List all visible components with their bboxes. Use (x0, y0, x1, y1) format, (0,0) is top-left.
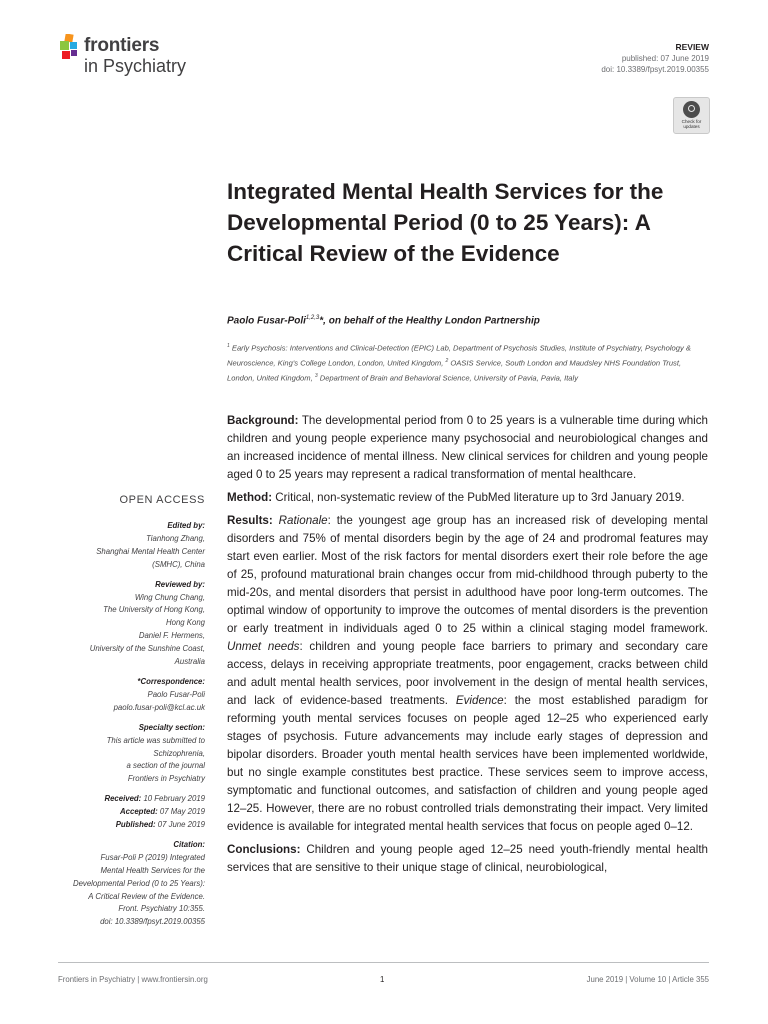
citation-doi[interactable]: doi: 10.3389/fpsyt.2019.00355 (100, 917, 205, 927)
specialty-section-label: Specialty section: (138, 722, 205, 732)
rationale-text: : the youngest age group has an increased risk of developing mental disorders and 75% of mental disorders begin by the age of 24 and prodromal features may start even earlier. Most of the risk factors for mental disorders exert their role before the age of 25, profound maturational brain changes occur from mid-childhood through puberty to the mid-20s, and mental disorders that persist in adulthood have poor long-term outcomes. The optimal window of opportunity to improve the outcomes of mental disorders is the prevention or early treatment in individuals aged 0 to 25 within a clinical staging model framework. (227, 514, 708, 635)
rationale-label: Rationale (278, 514, 328, 527)
logo-wordmark: frontiers (84, 35, 160, 56)
conclusions-label: Conclusions: (227, 843, 301, 856)
abstract (227, 412, 708, 882)
article-title: Integrated Mental Health Services for the Developmental Period (0 to 25 Years): A Critical Review of the Evidence (227, 179, 664, 266)
article-doi[interactable]: doi: 10.3389/fpsyt.2019.00355 (601, 65, 709, 74)
author-suffix: *, on behalf of the Healthy London Partnership (319, 315, 540, 327)
specialty-line: This article was submitted to (106, 735, 205, 745)
published-label: Published: (115, 820, 156, 830)
author-line (227, 315, 540, 326)
specialty-line: a section of the journal (126, 761, 205, 771)
received-label: Received: (104, 794, 142, 804)
check-badge-line2: updates (683, 124, 700, 129)
editor-line: Shanghai Mental Health Center (96, 546, 205, 556)
citation-line: Fusar-Poli P (2019) Integrated (100, 852, 205, 862)
correspondence-name: Paolo Fusar-Poli (147, 689, 205, 699)
author-affiliation-marks: 1,2,3 (305, 315, 320, 321)
accepted-date (30, 806, 205, 819)
citation-line: Front. Psychiatry 10:355. (118, 904, 205, 914)
citation-line: Developmental Period (0 to 25 Years): (72, 878, 205, 888)
page-number: 1 (380, 975, 385, 984)
evidence-label: Evidence (455, 694, 504, 707)
affiliation-text: Early Psychosis: Interventions and Clinical-Detection (EPIC) Lab, Department of Psychosis Studies, Institute of Psychiatry, Psychology & Neuroscience, King's College London, London, United Kingdom, (227, 343, 691, 368)
accepted-value: 07 May 2019 (157, 807, 205, 817)
affiliation-text: OASIS Service, South London and Maudsley NHS Foundation Trust, London, United Kingdom, (227, 358, 682, 383)
citation-line: A Critical Review of the Evidence. (88, 891, 205, 901)
unmet-needs-text: : children and young people face barriers to primary and secondary care access, delays in receiving appropriate treatments, poor engagement, cracks between child and adult mental health services, poor involvement in the design of mental health services, and lack of evidence-based treatments. (227, 640, 708, 707)
crossmark-icon (683, 101, 700, 118)
check-for-updates-badge[interactable] (673, 97, 710, 134)
footer-issue-info: June 2019 | Volume 10 | Article 355 (586, 975, 709, 984)
correspondence-label: *Correspondence: (137, 676, 205, 686)
citation-label: Citation: (173, 839, 205, 849)
published-date-sidebar (30, 819, 205, 832)
correspondence-email[interactable]: paolo.fusar-poli@kcl.ac.uk (113, 702, 205, 712)
published-date: published: 07 June 2019 (621, 54, 709, 63)
article-type: REVIEW (675, 42, 709, 52)
citation-line: Mental Health Services for the (100, 865, 205, 875)
background-text: The developmental period from 0 to 25 years is a vulnerable time during which children and young people experience many psychosocial and neurobiological changes and an increased incidence of mental illness. New clinical services for children and young people aged 0 to 25 years may represent a radical transformation of mental healthcare. (227, 414, 708, 481)
open-access-label: OPEN ACCESS (119, 494, 205, 506)
conclusions-text: Children and young people aged 12–25 need youth-friendly mental health services that are sensitive to their unique stage of clinical, neurobiological, (227, 843, 708, 874)
reviewer-line: University of the Sunshine Coast, (89, 644, 205, 654)
published-value: 07 June 2019 (155, 820, 205, 830)
reviewer-line: The University of Hong Kong, (103, 605, 205, 615)
results-label: Results: (227, 514, 273, 527)
article-metadata-sidebar (30, 520, 205, 929)
publication-info (601, 42, 709, 75)
abstract-results (227, 512, 708, 836)
reviewer-line[interactable]: Wing Chung Chang, (134, 592, 205, 602)
abstract-method (227, 489, 708, 507)
affiliations (227, 340, 707, 385)
footer-divider (58, 962, 709, 963)
reviewer-line[interactable]: Daniel F. Hermens, (138, 631, 205, 641)
specialty-line: Schizophrenia, (153, 748, 205, 758)
affiliation-text: Department of Brain and Behavioral Science, University of Pavia, Pavia, Italy (317, 373, 579, 383)
affiliation-mark: 2 (445, 358, 449, 365)
reviewer-line: Australia (174, 657, 205, 667)
editor-line[interactable]: Tianhong Zhang, (146, 533, 205, 543)
abstract-conclusions (227, 841, 708, 877)
author-name[interactable]: Paolo Fusar-Poli (227, 315, 306, 327)
background-label: Background: (227, 414, 299, 427)
evidence-text: : the most established paradigm for reforming youth mental services focuses on people aged 12–25 who experienced early stages of psychosis. Future advancements may include early stages of depression and bipolar disorders. Broader youth mental health services have been implemented worldwide, but no single example constitutes best practice. These services seem to improve access, symptomatic and functional outcomes, and satisfaction of children and young people aged 12–25. However, there are no robust controlled trials demonstrating their impact. Very limited evidence is available for integrated mental health services that focus on people aged 0–12. (227, 694, 708, 833)
unmet-needs-label: Unmet needs (227, 640, 300, 653)
check-badge-line1: Check for (681, 119, 702, 124)
method-text: Critical, non-systematic review of the PubMed literature up to 3rd January 2019. (272, 491, 685, 504)
edited-by-label: Edited by: (167, 521, 205, 530)
received-value: 10 February 2019 (141, 794, 205, 804)
accepted-label: Accepted: (120, 807, 158, 817)
editor-line: (SMHC), China (152, 559, 205, 569)
affiliation-mark: 3 (314, 373, 318, 380)
reviewer-line: Hong Kong (165, 618, 205, 628)
abstract-background (227, 412, 708, 484)
reviewed-by-label: Reviewed by: (155, 579, 205, 589)
specialty-line: Frontiers in Psychiatry (127, 774, 205, 784)
footer-journal[interactable]: Frontiers in Psychiatry | www.frontiersin.org (58, 975, 208, 984)
method-label: Method: (227, 491, 273, 504)
affiliation-mark: 1 (227, 343, 230, 349)
frontiers-logo-icon (58, 34, 82, 60)
logo-journal-name: in Psychiatry (84, 56, 187, 76)
received-date (30, 793, 205, 806)
